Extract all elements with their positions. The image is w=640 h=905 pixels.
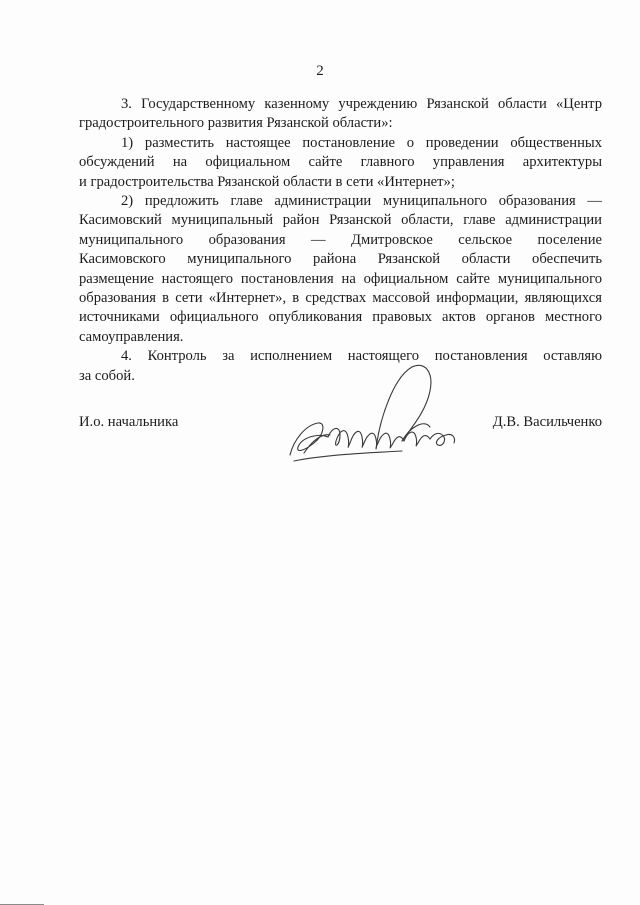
text-line: 4. Контроль за исполнением настоящего постановления оставляю <box>121 348 602 365</box>
text-line: 2) предложить главе администрации муниципального образования — <box>121 193 602 210</box>
text-line: и градостроительства Рязанской области в сети «Интернет»; <box>79 173 455 190</box>
text-line: градостроительного развития Рязанской области»: <box>79 115 393 132</box>
subitem-2 <box>79 192 602 347</box>
signer-position: И.о. начальника <box>79 414 179 430</box>
handwritten-signature <box>284 357 464 465</box>
paragraph-item-3 <box>79 95 602 134</box>
page-number: 2 <box>316 63 324 79</box>
text-line: 3. Государственному казенному учреждению Рязанской области «Центр <box>121 96 602 112</box>
text-line: размещение настоящего постановления на официальном сайте муниципального <box>79 270 602 287</box>
signature-row <box>79 414 602 444</box>
text-line: 1) разместить настоящее постановление о проведении общественных <box>121 134 602 151</box>
text-line: источниками официального опубликования правовых актов органов местного <box>79 309 602 326</box>
signer-name: Д.В. Васильченко <box>492 414 602 430</box>
text-line: образования в сети «Интернет», в средствах массовой информации, являющихся <box>79 290 602 307</box>
text-line: за собой. <box>79 367 135 384</box>
text-line: Касимовский муниципальный район Рязанской области, главе администрации <box>79 212 602 229</box>
text-line: муниципального образования — Дмитровское сельское поселение <box>79 231 602 248</box>
text-line: обсуждений на официальном сайте главного управления архитектуры <box>79 154 602 171</box>
body-text <box>79 95 602 386</box>
subitem-1 <box>79 134 602 192</box>
text-line: Касимовского муниципального района Рязанской области обеспечить <box>79 251 602 268</box>
text-line: самоуправления. <box>79 328 184 345</box>
